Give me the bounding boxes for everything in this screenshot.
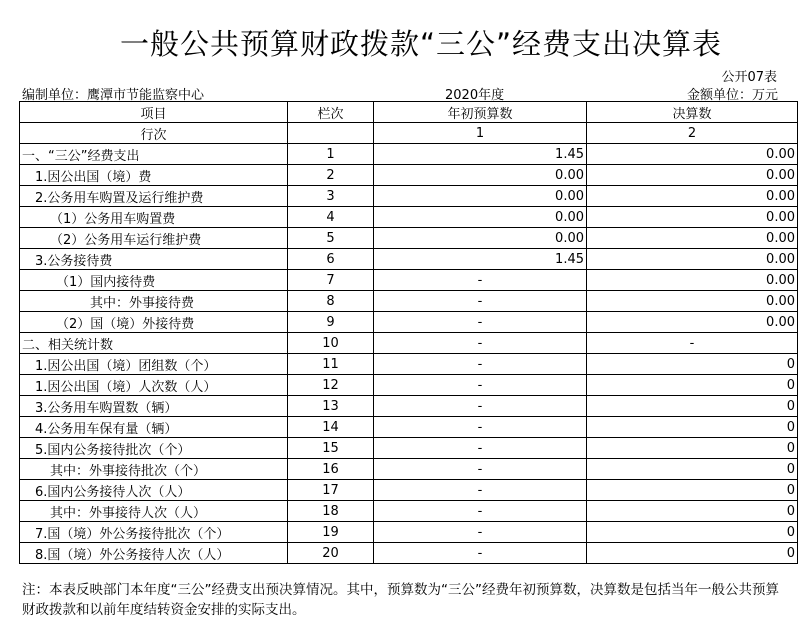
row-no: 7 [288, 270, 374, 291]
row-budget: - [374, 522, 587, 543]
table-row [20, 312, 798, 333]
table-row [20, 249, 798, 270]
row-no: 1 [288, 144, 374, 165]
table-row [20, 396, 798, 417]
row-final: 0.00 [587, 165, 798, 186]
row-final: 0.00 [587, 186, 798, 207]
row-item: 其中：外事接待批次（个） [20, 459, 288, 480]
table-row [20, 417, 798, 438]
subheader-empty [288, 123, 374, 144]
row-final: 0 [587, 501, 798, 522]
row-budget: 0.00 [374, 228, 587, 249]
table-row [20, 459, 798, 480]
row-item: 6.国内公务接待人次（人） [20, 480, 288, 501]
table-row [20, 480, 798, 501]
row-item: 3.公务用车购置数（辆） [20, 396, 288, 417]
row-item: （2）国（境）外接待费 [20, 312, 288, 333]
table-row [20, 522, 798, 543]
row-final: 0.00 [587, 270, 798, 291]
row-budget: 0.00 [374, 186, 587, 207]
table-row [20, 270, 798, 291]
row-item: （1）国内接待费 [20, 270, 288, 291]
row-final: 0.00 [587, 312, 798, 333]
table-row [20, 501, 798, 522]
row-item: 3.公务接待费 [20, 249, 288, 270]
row-item: 2.公务用车购置及运行维护费 [20, 186, 288, 207]
row-final: 0 [587, 459, 798, 480]
row-final: 0 [587, 354, 798, 375]
expense-table [19, 101, 798, 564]
table-row [20, 186, 798, 207]
row-no: 2 [288, 165, 374, 186]
row-final: 0 [587, 522, 798, 543]
row-budget: - [374, 438, 587, 459]
table-row [20, 207, 798, 228]
row-final: 0 [587, 438, 798, 459]
row-budget: - [374, 333, 587, 354]
row-no: 9 [288, 312, 374, 333]
row-final: 0.00 [587, 144, 798, 165]
row-budget: 1.45 [374, 144, 587, 165]
meta-line [22, 84, 778, 101]
header-final: 决算数 [587, 102, 798, 123]
row-final: - [587, 333, 798, 354]
row-budget: - [374, 459, 587, 480]
row-budget: - [374, 354, 587, 375]
header-budget: 年初预算数 [374, 102, 587, 123]
row-item: 一、“三公”经费支出 [20, 144, 288, 165]
row-no: 19 [288, 522, 374, 543]
row-no: 5 [288, 228, 374, 249]
amount-unit: 金额单位：万元 [686, 88, 778, 103]
table-row [20, 438, 798, 459]
table-row [20, 375, 798, 396]
header-column-no: 栏次 [288, 102, 374, 123]
table-row [20, 543, 798, 564]
row-budget: - [374, 291, 587, 312]
footnote: 注：本表反映部门本年度“三公”经费支出预决算情况。其中，预算数为“三公”经费年初预算数，决算数是包括当年一般公共预算财政拨款和以前年度结转资金安排的实际支出。 [22, 582, 779, 618]
row-no: 10 [288, 333, 374, 354]
row-item: 8.国（境）外公务接待人次（人） [20, 543, 288, 564]
row-budget: - [374, 480, 587, 501]
row-no: 3 [288, 186, 374, 207]
year-label: 2020年度 [445, 88, 505, 103]
form-code: 公开07表 [721, 70, 777, 85]
row-no: 15 [288, 438, 374, 459]
row-budget: - [374, 417, 587, 438]
row-final: 0 [587, 396, 798, 417]
row-budget: - [374, 270, 587, 291]
row-final: 0.00 [587, 228, 798, 249]
row-budget: - [374, 312, 587, 333]
row-item: 二、相关统计数 [20, 333, 288, 354]
row-final: 0.00 [587, 207, 798, 228]
unit-label: 编制单位：鹰潭市节能监察中心 [22, 88, 205, 103]
subheader-budget-no: 1 [374, 123, 587, 144]
table-row [20, 144, 798, 165]
header-item: 项目 [20, 102, 288, 123]
row-budget: - [374, 543, 587, 564]
row-final: 0 [587, 417, 798, 438]
row-item: 7.国（境）外公务接待批次（个） [20, 522, 288, 543]
row-no: 18 [288, 501, 374, 522]
row-budget: - [374, 501, 587, 522]
row-no: 17 [288, 480, 374, 501]
row-item: 其中：外事接待费 [20, 291, 288, 312]
row-item: （1）公务用车购置费 [20, 207, 288, 228]
table-row [20, 228, 798, 249]
row-no: 16 [288, 459, 374, 480]
row-budget: - [374, 375, 587, 396]
row-final: 0 [587, 543, 798, 564]
row-item: 其中：外事接待人次（人） [20, 501, 288, 522]
row-item: 5.国内公务接待批次（个） [20, 438, 288, 459]
row-no: 12 [288, 375, 374, 396]
page-title: 一般公共预算财政拨款“三公”经费支出决算表 [120, 27, 723, 61]
row-no: 4 [288, 207, 374, 228]
table-row [20, 165, 798, 186]
row-no: 8 [288, 291, 374, 312]
table-row [20, 354, 798, 375]
row-no: 20 [288, 543, 374, 564]
row-budget: 0.00 [374, 207, 587, 228]
row-no: 14 [288, 417, 374, 438]
row-budget: - [374, 396, 587, 417]
row-no: 13 [288, 396, 374, 417]
row-final: 0 [587, 375, 798, 396]
table-row [20, 291, 798, 312]
row-item: 1.因公出国（境）团组数（个） [20, 354, 288, 375]
table-row [20, 333, 798, 354]
header-row [20, 102, 798, 123]
row-budget: 1.45 [374, 249, 587, 270]
row-item: （2）公务用车运行维护费 [20, 228, 288, 249]
row-no: 6 [288, 249, 374, 270]
row-item: 4.公务用车保有量（辆） [20, 417, 288, 438]
row-final: 0 [587, 480, 798, 501]
row-item: 1.因公出国（境）费 [20, 165, 288, 186]
row-no: 11 [288, 354, 374, 375]
row-final: 0.00 [587, 291, 798, 312]
subheader-final-no: 2 [587, 123, 798, 144]
subheader-label: 行次 [20, 123, 288, 144]
row-budget: 0.00 [374, 165, 587, 186]
subheader-row [20, 123, 798, 144]
row-item: 1.因公出国（境）人次数（人） [20, 375, 288, 396]
row-final: 0.00 [587, 249, 798, 270]
